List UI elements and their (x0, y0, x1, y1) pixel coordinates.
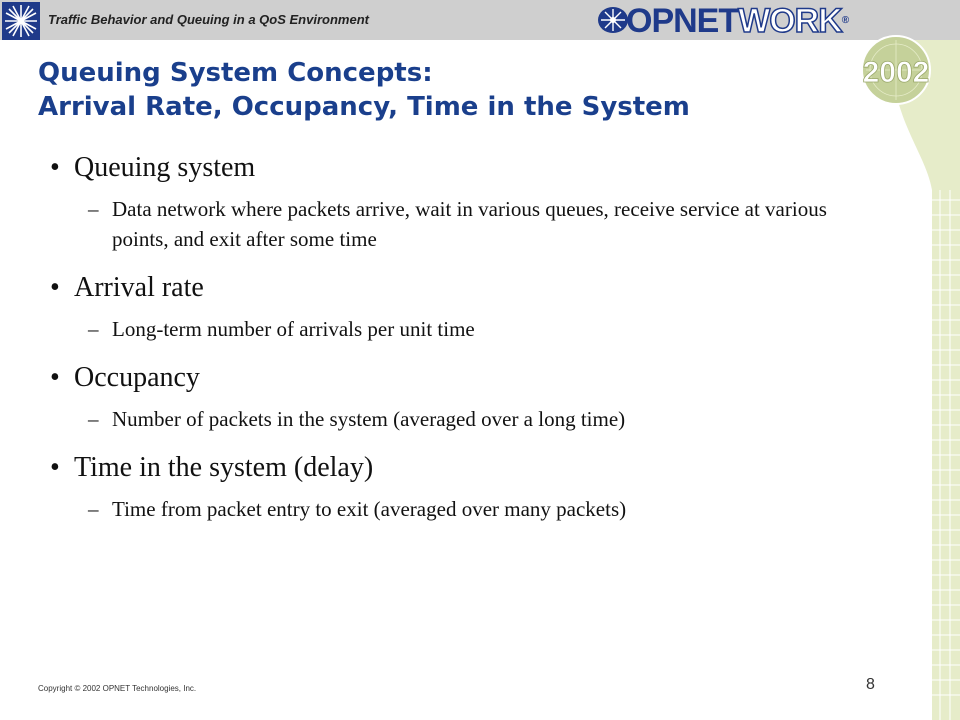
bullet-time-in-system: • Time in the system (delay) (50, 448, 850, 488)
page-number: 8 (866, 676, 875, 693)
brand-tail-text: WORK (738, 2, 842, 40)
decorative-side-panel (860, 0, 960, 720)
sub-bullet-queuing-system (50, 194, 850, 254)
sub-bullet-dash: – (88, 317, 99, 341)
bullet-occupancy: • Occupancy (50, 358, 850, 398)
opnet-star-icon (2, 2, 40, 40)
sub-bullet-text: Data network where packets arrive, wait in various queues, receive service at various points, and exit after some time (112, 197, 827, 251)
sub-bullet-occupancy (50, 404, 850, 434)
copyright-notice: Copyright © 2002 OPNET Technologies, Inc. (38, 684, 197, 693)
sub-bullet-text: Time from packet entry to exit (averaged over many packets) (112, 497, 627, 521)
sub-bullet-time-in-system (50, 494, 850, 524)
sub-bullet-text: Long-term number of arrivals per unit time (112, 317, 475, 341)
sub-bullet-arrival-rate (50, 314, 850, 344)
sub-bullet-dash: – (88, 497, 99, 521)
brand-registered-mark: ® (841, 15, 849, 26)
bullet-list (50, 148, 850, 524)
header-bar (0, 0, 960, 40)
sub-bullet-dash: – (88, 197, 99, 221)
bullet-arrival-rate: • Arrival rate (50, 268, 850, 308)
presentation-subtitle: Traffic Behavior and Queuing in a QoS Environment (48, 12, 369, 27)
slide-title (38, 56, 690, 124)
slide-title-line1: Queuing System Concepts: (38, 58, 433, 88)
brand-wordmark (626, 2, 848, 40)
brand-o-burst-icon (596, 5, 630, 35)
sub-bullet-text: Number of packets in the system (averaged over a long time) (112, 407, 626, 431)
slide-title-line2: Arrival Rate, Occupancy, Time in the System (38, 92, 690, 122)
sub-bullet-dash: – (88, 407, 99, 431)
brand-main-text: OPNET (626, 2, 739, 40)
bullet-queuing-system: • Queuing system (50, 148, 850, 188)
year-badge-text: 2002 (862, 56, 930, 89)
